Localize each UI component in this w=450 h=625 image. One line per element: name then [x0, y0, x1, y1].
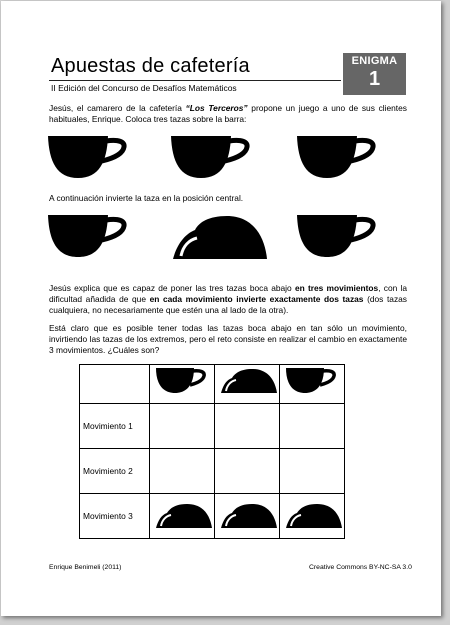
row-label: Movimiento 1 [80, 404, 150, 449]
table-cell [215, 365, 280, 404]
challenge-text-c: (dos tazas cualquiera, no necesariamente que estén una al lado de la otra). [49, 294, 407, 315]
cup-upright-icon [297, 135, 381, 179]
table-cell [280, 494, 345, 539]
intro-text-a: Jesús, el camarero de la cafetería [49, 103, 186, 113]
table-cell [150, 404, 215, 449]
table-cell [215, 494, 280, 539]
footer-license: Creative Commons BY-NC-SA 3.0 [309, 564, 412, 571]
intro-paragraph [49, 103, 407, 125]
cup-upright-icon [280, 366, 344, 402]
cup-inverted-icon [150, 496, 214, 536]
table-cell [280, 365, 345, 404]
table-row [80, 365, 345, 404]
challenge-paragraph [49, 283, 407, 316]
intro-text-b: propone un juego a uno de sus clientes habituales, Enrique. Coloca tres tazas sobre la barra: [49, 103, 407, 124]
cup-inverted-icon [215, 366, 279, 402]
table-cell [150, 365, 215, 404]
title-underline [49, 80, 341, 81]
table-cell [280, 404, 345, 449]
cup-upright-icon [48, 214, 132, 258]
cup-upright-icon [171, 135, 255, 179]
cup-upright-icon [48, 135, 132, 179]
cup-inverted-icon [280, 496, 344, 536]
document-page [1, 1, 441, 616]
table-cell [215, 404, 280, 449]
moves-table [79, 364, 345, 539]
page-subtitle: II Edición del Concurso de Desafíos Matemáticos [51, 83, 237, 93]
cup-inverted-icon [169, 214, 273, 260]
footer-author: Enrique Benimeli (2011) [49, 564, 122, 571]
table-row [80, 494, 345, 539]
cup-inverted-icon [215, 496, 279, 536]
page-title: Apuestas de cafetería [51, 55, 250, 77]
cup-upright-icon [297, 214, 381, 258]
enigma-badge-label: ENIGMA [351, 55, 398, 67]
row-label: Movimiento 3 [80, 494, 150, 539]
cafe-name: “Los Terceros” [185, 103, 248, 113]
cup-upright-icon [150, 366, 214, 402]
challenge-text-a: Jesús explica que es capaz de poner las tres tazas boca abajo [49, 283, 295, 293]
table-row [80, 404, 345, 449]
table-cell [150, 449, 215, 494]
table-cell [280, 449, 345, 494]
enigma-badge [343, 53, 406, 95]
question-paragraph: Está claro que es posible tener todas las tazas boca abajo en tan sólo un movimiento, invirtiendo las tazas de los extremos, pero el reto consiste en realizar el cambio en exactamente 3 movimientos. ¿Cuáles son? [49, 323, 407, 355]
invert-paragraph: A continuación invierte la taza en la posición central. [49, 193, 244, 203]
table-row [80, 449, 345, 494]
challenge-bold-b: en cada movimiento invierte exactamente dos tazas [149, 294, 364, 304]
challenge-text-b: , con la dificultad añadida de que [49, 283, 408, 304]
challenge-bold-a: en tres movimientos [294, 283, 379, 293]
row-label: Movimiento 2 [80, 449, 150, 494]
enigma-badge-number: 1 [368, 68, 381, 90]
table-cell [150, 494, 215, 539]
table-corner-cell [80, 365, 150, 404]
table-cell [215, 449, 280, 494]
